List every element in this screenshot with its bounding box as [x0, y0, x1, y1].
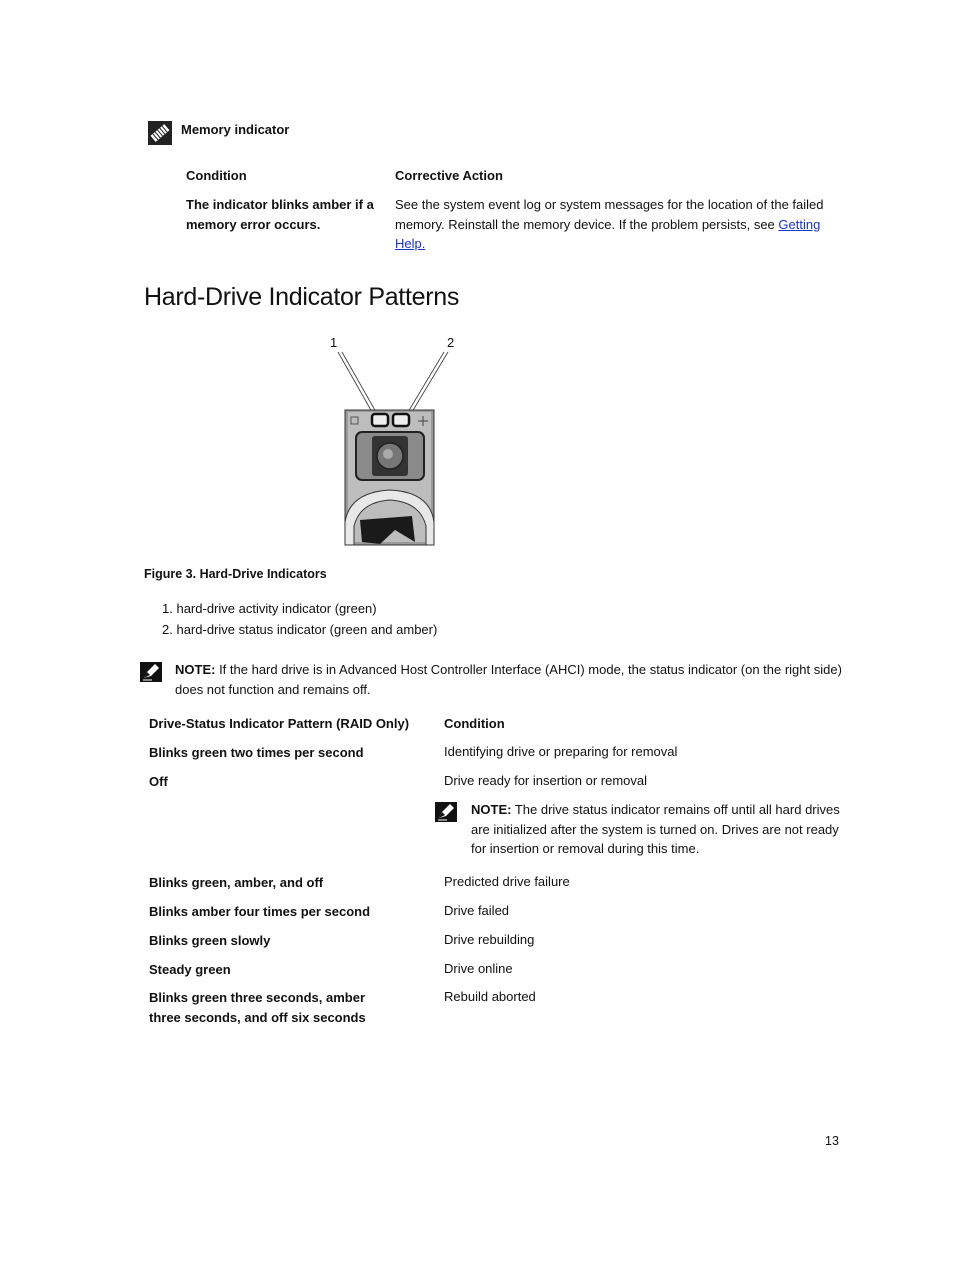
table-col-pattern: Drive-Status Indicator Pattern (RAID Only)	[149, 716, 410, 731]
table-row-pattern: Blinks green three seconds, amber three seconds, and off six seconds	[149, 990, 366, 1025]
table-row-condition: Predicted drive failure	[444, 874, 570, 889]
note-pencil-icon	[140, 662, 162, 682]
memory-action-body: See the system event log or system messages for the location of the failed memory. Reinstall the memory device. If the problem persists, see	[395, 197, 824, 232]
memory-col-action: Corrective Action	[395, 168, 503, 183]
table-row-condition: Drive ready for insertion or removal	[444, 773, 648, 788]
callout-2-line-b	[408, 352, 444, 412]
table-row-pattern: Blinks green two times per second	[149, 745, 364, 760]
note-ahci	[175, 660, 845, 699]
legend-num: 1.	[162, 601, 173, 616]
table-row-condition: Identifying drive or preparing for removal	[444, 744, 678, 759]
page-number: 13	[825, 1134, 839, 1148]
release-button-center	[383, 449, 393, 459]
activity-led	[372, 414, 388, 426]
table-col-condition: Condition	[444, 716, 505, 731]
table-row-pattern: Blinks green, amber, and off	[149, 875, 324, 890]
legend-item-2	[162, 620, 437, 640]
callout-2: 2	[447, 335, 455, 350]
callout-1-line	[338, 352, 372, 412]
legend-text: hard-drive status indicator (green and amber)	[176, 622, 438, 637]
table-row-condition: Drive online	[444, 961, 513, 976]
table-row-condition: Drive rebuilding	[444, 932, 535, 947]
callout-1: 1	[330, 335, 338, 350]
note-drive-status	[471, 800, 843, 859]
memory-col-condition: Condition	[186, 168, 247, 183]
note-label: NOTE:	[471, 802, 512, 817]
callout-1-line-b	[342, 352, 376, 412]
memory-icon	[148, 121, 172, 145]
memory-action-text	[395, 195, 835, 254]
memory-indicator-title: Memory indicator	[181, 122, 290, 137]
table-row-pattern: Off	[149, 774, 168, 789]
table-row-condition: Rebuild aborted	[444, 989, 536, 1004]
table-row-pattern: Blinks green slowly	[149, 933, 271, 948]
table-row-pattern: Blinks amber four times per second	[149, 904, 371, 919]
legend-text: hard-drive activity indicator (green)	[176, 601, 377, 616]
figure-caption: Figure 3. Hard-Drive Indicators	[144, 567, 327, 581]
callout-2-line	[412, 352, 448, 412]
note-body: If the hard drive is in Advanced Host Controller Interface (AHCI) mode, the status indicator (on the right side) does not function and remains off.	[175, 662, 842, 697]
legend-num: 2.	[162, 622, 173, 637]
table-row-pattern: Steady green	[149, 962, 231, 977]
table-row-condition: Drive failed	[444, 903, 510, 918]
note-body: The drive status indicator remains off until all hard drives are initialized after the system is turned on. Drives are not ready for insertion or removal during this time.	[471, 802, 840, 856]
memory-condition-text: The indicator blinks amber if a memory error occurs.	[186, 197, 374, 232]
legend-item-1	[162, 599, 377, 619]
note-pencil-icon	[435, 802, 457, 822]
status-led	[393, 414, 409, 426]
note-label: NOTE:	[175, 662, 216, 677]
section-title: Hard-Drive Indicator Patterns	[144, 283, 460, 311]
getting-help-link[interactable]: Getting Help.	[395, 216, 821, 251]
hard-drive-figure	[320, 332, 470, 552]
